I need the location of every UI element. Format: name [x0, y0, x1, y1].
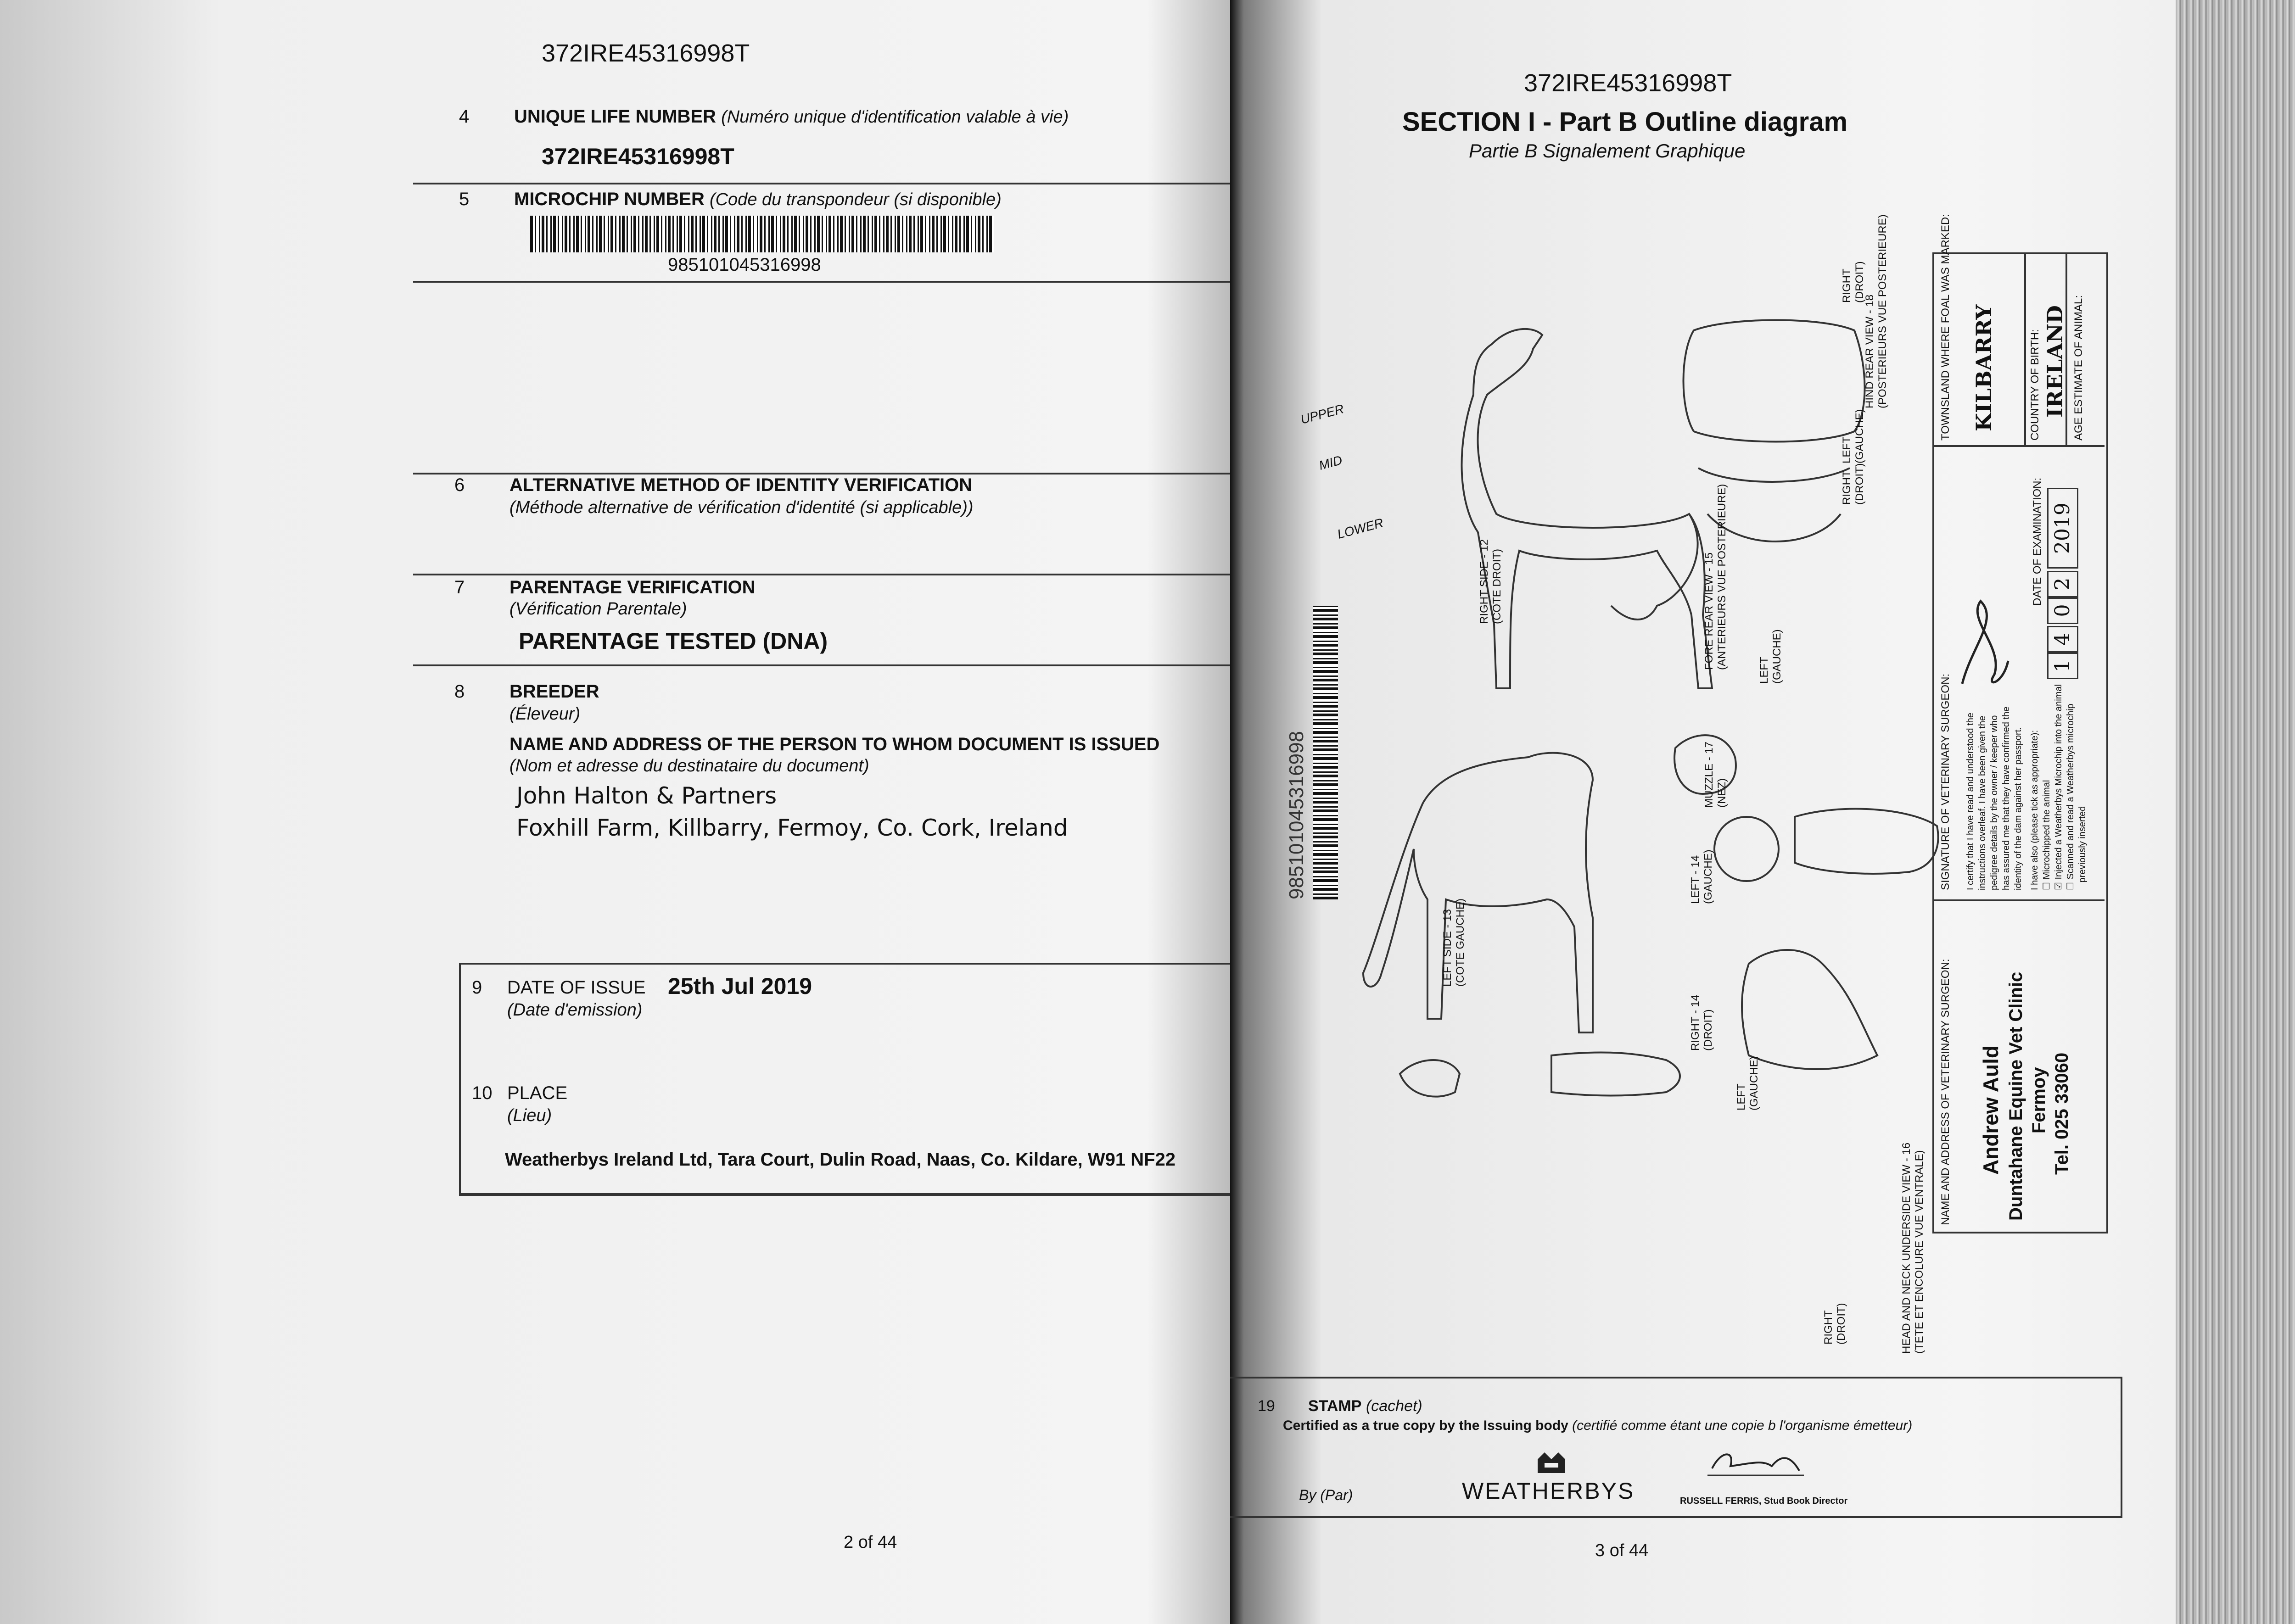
microchip-number-value: 985101045316998	[668, 255, 821, 275]
hind-rear-label: HIND REAR VIEW - 18 (POSTERIEURS VUE POSTERIEURE)	[1864, 214, 1889, 408]
left-hind-label: LEFT (GAUCHE)	[1841, 409, 1866, 463]
stamp-by: By (Par)	[1299, 1487, 1353, 1503]
vet-signature	[1953, 592, 2013, 698]
divider	[1932, 445, 2105, 447]
divider	[2024, 252, 2026, 445]
townsland-value: KILBARRY	[1971, 304, 1996, 431]
signature-label: SIGNATURE OF VETERINARY SURGEON:	[1939, 673, 1952, 890]
chip-number-vertical: 985101045316998	[1285, 731, 1308, 899]
left-14-label: LEFT - 14 (GAUCHE)	[1689, 849, 1714, 904]
item10-label: PLACE	[507, 1083, 568, 1103]
vet-name-label: NAME AND ADDRESS OF VETERINARY SURGEON:	[1939, 959, 1952, 1225]
cert-text: I certify that I have read and understood the instructions overleaf. I have been given the pedigree details by the owner / keeper who has assured me that they have confirmed the identity of the dam against her passport.	[1965, 706, 2023, 890]
item8-number: 8	[454, 681, 465, 702]
head-neck-label: HEAD AND NECK UNDERSIDE VIEW - 16 (TETE ET ENCOLURE VUE VENTRALE)	[1900, 1142, 1926, 1354]
date-exam-boxes: 14 02 2019	[2047, 488, 2078, 679]
right-side-label: RIGHT SIDE - 12 (COTE DROIT)	[1478, 539, 1503, 624]
vet-stamp-town: Fermoy	[2029, 1067, 2049, 1133]
item6-label-fr: (Méthode alternative de vérification d'identité (si applicable))	[509, 498, 974, 517]
muzzle-label: MUZZLE - 17 (NEZ)	[1703, 741, 1728, 808]
vet-stamp-name: Andrew Auld	[1979, 1045, 2003, 1175]
country-label: COUNTRY OF BIRTH:	[2029, 329, 2041, 441]
item8-label: BREEDER	[509, 681, 599, 702]
left-side-label: LEFT SIDE - 13 (COTE GAUCHE)	[1441, 899, 1467, 987]
divider	[413, 473, 1230, 474]
divider	[413, 281, 1230, 283]
stamp-signer: RUSSELL FERRIS, Stud Book Director	[1680, 1496, 1848, 1506]
section-subtitle: Partie B Signalement Graphique	[1469, 140, 1746, 162]
divider	[413, 574, 1230, 575]
item6-number: 6	[454, 475, 465, 495]
hand-label-mid: MID	[1317, 452, 1344, 473]
stamp-certified: Certified as a true copy by the Issuing body (certifié comme étant une copie b l'organisme émetteur)	[1283, 1418, 1913, 1433]
item7-label: PARENTAGE VERIFICATION	[509, 577, 756, 597]
place-value: Weatherbys Ireland Ltd, Tara Court, Dulin Road, Naas, Co. Kildare, W91 NF22	[505, 1150, 1176, 1170]
fore-rear-label: FORE REAR VIEW - 15 (ANTERIEURS VUE POSTERIEURE)	[1703, 484, 1728, 670]
divider	[413, 664, 1230, 666]
item8-label2-fr: (Nom et adresse du destinataire du document)	[509, 756, 869, 776]
item6-label: ALTERNATIVE METHOD OF IDENTITY VERIFICATION	[509, 475, 973, 495]
horse-outline-diagram	[1336, 275, 2024, 1285]
vertical-barcode	[1313, 606, 1338, 899]
hand-label-lower: LOWER	[1336, 515, 1385, 541]
divider	[1932, 899, 2105, 901]
item8-label-fr: (Éleveur)	[509, 704, 581, 724]
section-title: SECTION I - Part B Outline diagram	[1402, 107, 1848, 137]
item7-number: 7	[454, 577, 465, 597]
right-hind-label: RIGHT (DROIT)	[1841, 261, 1866, 303]
microchip-barcode	[530, 216, 994, 252]
item4-number: 4	[459, 106, 470, 127]
divider	[413, 183, 1230, 184]
right-14-label: RIGHT - 14 (DROIT)	[1689, 994, 1714, 1051]
item8-label2: NAME AND ADDRESS OF THE PERSON TO WHOM DOCUMENT IS ISSUED	[509, 734, 1160, 754]
breeder-name: John Halton & Partners	[516, 782, 777, 809]
book-page-edge	[2176, 0, 2295, 1624]
checks-list: I have also (please tick as appropriate): ☐ Microchipped the animal ☑ Injected a Weatherbys Microchip into the animal ☐ Scanned and read a Weatherbys microchip previously inserted	[2030, 684, 2088, 890]
page-number: 3 of 44	[1595, 1541, 1649, 1560]
item10-number: 10	[472, 1083, 493, 1103]
left-neck-label: LEFT (GAUCHE)	[1735, 1056, 1760, 1111]
right-page	[1230, 0, 2176, 1624]
vet-stamp-tel: Tel. 025 33060	[2052, 1052, 2072, 1175]
townsland-label: TOWNSLAND WHERE FOAL WAS MARKED:	[1939, 214, 1952, 441]
header-code: 372IRE45316998T	[542, 39, 750, 67]
right-neck-label: RIGHT (DROIT)	[1822, 1303, 1847, 1345]
left-fore-label: LEFT (GAUCHE)	[1758, 629, 1783, 684]
right-fore-label: RIGHT (DROIT)	[1841, 463, 1866, 505]
vet-stamp-clinic: Duntahane Equine Vet Clinic	[2006, 971, 2026, 1221]
stamp-label: STAMP (cachet)	[1308, 1397, 1422, 1415]
hand-label-upper: UPPER	[1299, 402, 1346, 427]
date-exam-label: DATE OF EXAMINATION:	[2031, 477, 2043, 606]
item9-label: DATE OF ISSUE	[507, 977, 646, 998]
item5-number: 5	[459, 189, 470, 209]
parentage-value: PARENTAGE TESTED (DNA)	[519, 628, 828, 654]
item9-number: 9	[472, 977, 482, 998]
country-value: IRELAND	[2043, 305, 2067, 418]
divider	[459, 1193, 1230, 1195]
weatherbys-brand: WEATHERBYS	[1462, 1478, 1635, 1504]
date-of-issue-value: 25th Jul 2019	[668, 973, 812, 999]
item9-label-fr: (Date d'emission)	[507, 1000, 643, 1020]
stamp-number: 19	[1258, 1397, 1275, 1415]
unique-life-number-value: 372IRE45316998T	[542, 144, 734, 169]
item10-label-fr: (Lieu)	[507, 1106, 552, 1125]
header-code: 372IRE45316998T	[1524, 69, 1732, 97]
item5-label: MICROCHIP NUMBER (Code du transpondeur (si disponible)	[514, 189, 1002, 209]
item7-label-fr: (Vérification Parentale)	[509, 599, 687, 619]
page-number: 2 of 44	[844, 1533, 897, 1552]
age-label: AGE ESTIMATE OF ANIMAL:	[2072, 295, 2085, 441]
item4-label: UNIQUE LIFE NUMBER (Numéro unique d'identification valable à vie)	[514, 106, 1069, 127]
breeder-address: Foxhill Farm, Killbarry, Fermoy, Co. Cork, Ireland	[516, 815, 1068, 841]
